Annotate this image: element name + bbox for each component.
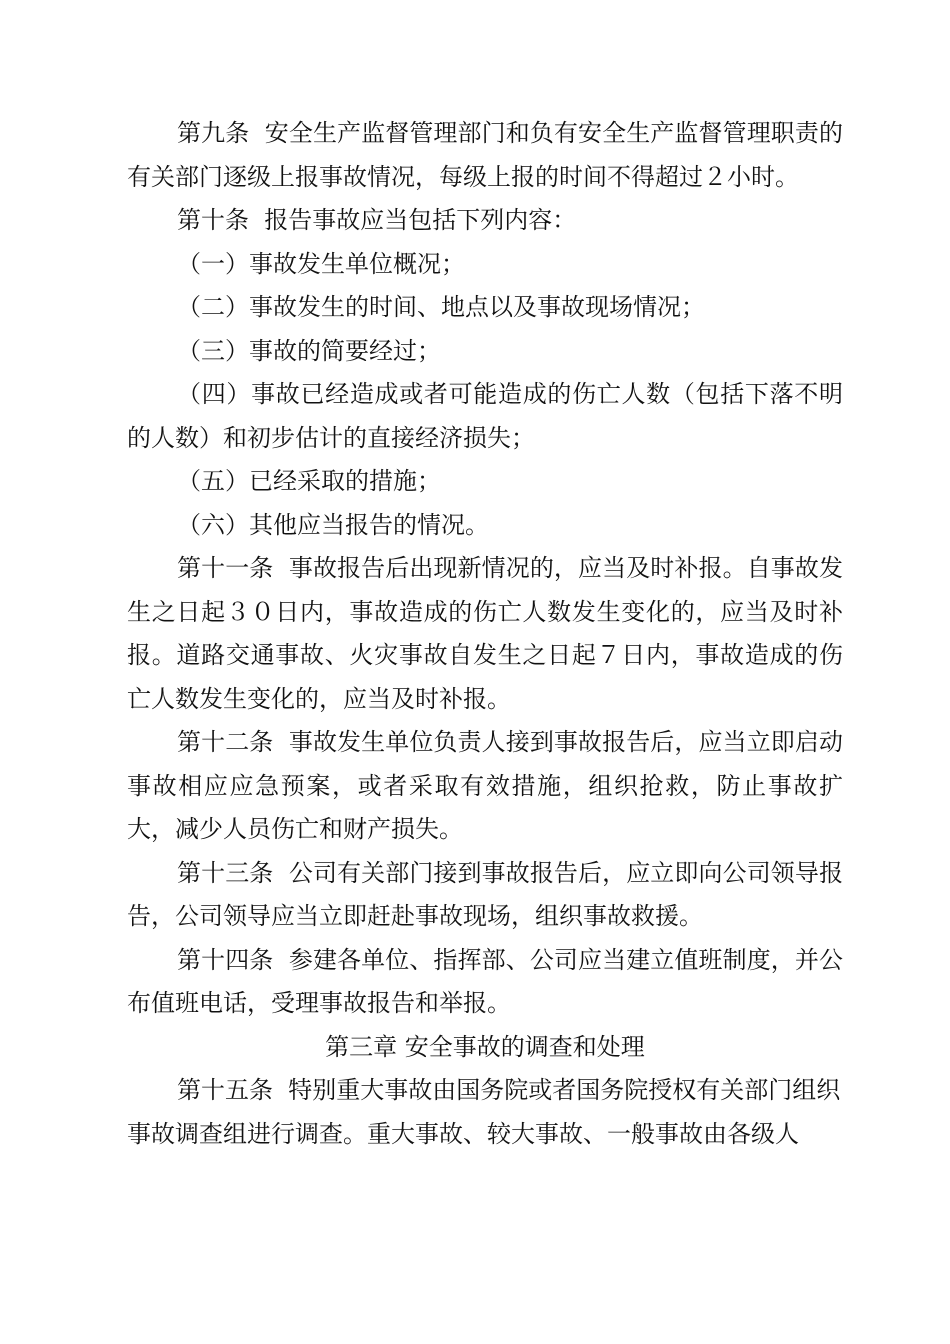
article-10-item-1: （一）事故发生单位概况；: [177, 249, 465, 278]
chapter-heading: 第三章 安全事故的调查和处理: [325, 1032, 645, 1061]
article-11: 第十一条 事故报告后出现新情况的，应当及时补报。自事故发生之日起３０日内，事故造成的伤亡人数发生变化的，应当及时补报。道路交通事故、火灾事故自发生之日起７日内，事故造成的伤亡人数发生变化的，应当及时补报。: [127, 554, 843, 713]
article-9: 第九条 安全生产监督管理部门和负有安全生产监督管理职责的有关部门逐级上报事故情况，每级上报的时间不得超过２小时。: [127, 119, 843, 191]
article-13: 第十三条 公司有关部门接到事故报告后，应立即向公司领导报告，公司领导应当立即赶赴事故现场，组织事故救援。: [127, 858, 843, 930]
article-14: 第十四条 参建各单位、指挥部、公司应当建立值班制度，并公布值班电话，受理事故报告和举报。: [127, 945, 843, 1017]
article-10-item-3: （三）事故的简要经过；: [177, 336, 441, 365]
article-10-item-6: （六）其他应当报告的情况。: [177, 510, 489, 539]
article-10-item-2: （二）事故发生的时间、地点以及事故现场情况；: [177, 293, 705, 321]
document-page: [127, 112, 843, 1156]
article-12: 第十二条 事故发生单位负责人接到事故报告后，应当立即启动事故相应应急预案，或者采取有效措施，组织抢救，防止事故扩大，减少人员伤亡和财产损失。: [127, 728, 843, 843]
article-15: 第十五条 特别重大事故由国务院或者国务院授权有关部门组织事故调查组进行调查。重大事故、较大事故、一般事故由各级人: [127, 1076, 841, 1148]
article-10: 第十条 报告事故应当包括下列内容：: [177, 206, 577, 234]
article-10-item-5: （五）已经采取的措施；: [177, 467, 441, 495]
article-10-item-4: （四）事故已经造成或者可能造成的伤亡人数（包括下落不明的人数）和初步估计的直接经济损失；: [127, 380, 843, 452]
